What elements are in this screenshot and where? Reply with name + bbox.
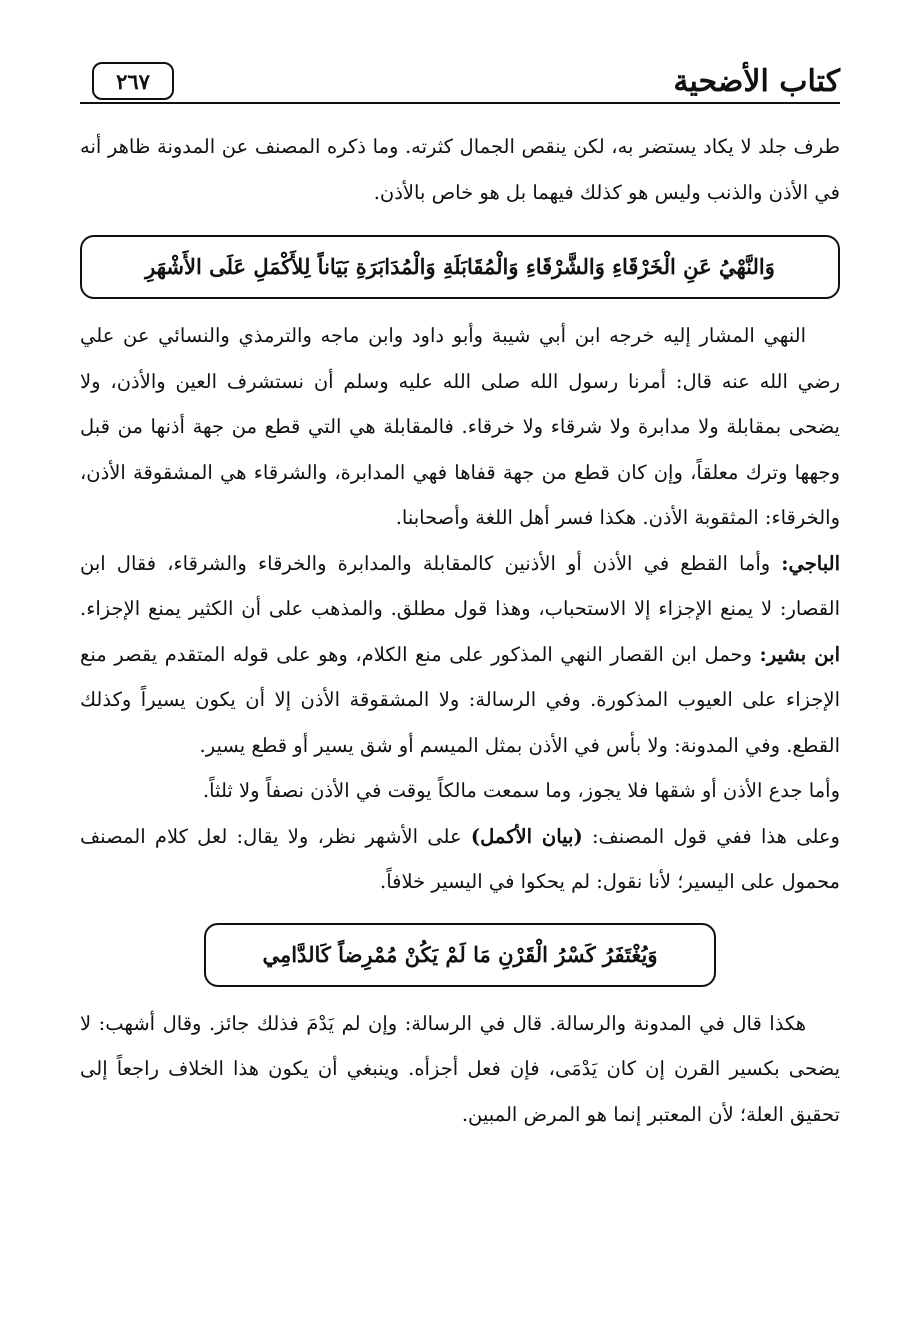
scholar-name-label: ابن بشير:	[759, 642, 840, 666]
commentary-paragraph: النهي المشار إليه خرجه ابن أبي شيبة وأبو داود وابن ماجه والترمذي والنسائي عن علي رضي الله عنه قال: أمرنا رسول الله صلى الله عليه وسلم أن نستشرف العين والأذن، ولا يضحى بمقابلة ولا مدابرة ولا شرقاء ولا خرقاء. فالمقابلة هي التي قطع من جهة أذنها من قبل وجهها وترك معلقاً، وإن كان قطع من جهة قفاها فهي المدابرة، والشرقاء هي المشقوقة الأذن، والخرقاء: المثقوبة الأذن. هكذا فسر أهل اللغة وأصحابنا.	[80, 324, 840, 529]
quoted-phrase: (بيان الأكمل)	[470, 824, 583, 848]
header-rule	[80, 102, 840, 104]
paragraph-text: وعلى هذا ففي قول المصنف:	[591, 824, 840, 848]
matn-textbox: وَالنَّهْيُ عَنِ الْخَرْقَاءِ وَالشَّرْقَاءِ وَالْمُقَابَلَةِ وَالْمُدَابَرَةِ بَيَاناً لِلأَكْمَلِ عَلَى الأَشْهَرِ	[80, 235, 840, 299]
page-body	[80, 124, 840, 1137]
paragraph-text: وحمل ابن القصار النهي المذكور على منع الكلام، وهو على قوله المتقدم يقصر منع الإجزاء على العيوب المذكورة. وفي الرسالة: ولا المشقوقة الأذن إلا أن يكون يسيراً وكذلك القطع. وفي المدونة: ولا بأس في الأذن بمثل الميسم أو شق يسير أو قطع يسير.	[80, 642, 840, 757]
scholar-name-label: الباجي:	[781, 551, 840, 575]
paragraph-text: على الأشهر نظر، ولا يقال: لعل كلام المصنف محمول على اليسير؛ لأنا نقول: لم يحكوا في اليسير خلافاً.	[80, 824, 840, 893]
commentary-paragraph	[80, 541, 840, 769]
commentary-paragraph: طرف جلد لا يكاد يستضر به، لكن ينقص الجمال كثرته. وما ذكره المصنف عن المدونة ظاهر أنه في الأذن والذنب وليس هو كذلك فيهما بل هو خاص بالأذن.	[80, 135, 840, 204]
commentary-paragraph	[80, 814, 840, 905]
commentary-paragraph: هكذا قال في المدونة والرسالة. قال في الرسالة: وإن لم يَدْمَ فذلك جائز. وقال أشهب: لا يضحى بكسير القرن إن كان يَدْمَى، فإن فعل أجزأه. وينبغي أن يكون هذا الخلاف راجعاً إلى تحقيق العلة؛ لأن المعتبر إنما هو المرض المبين.	[80, 1011, 840, 1126]
commentary-paragraph: وأما جدع الأذن أو شقها فلا يجوز، وما سمعت مالكاً يوقت في الأذن نصفاً ولا ثلثاً.	[202, 779, 840, 802]
paragraph-text: وأما القطع في الأذن أو الأذنين كالمقابلة والمدابرة والخرقاء والشرقاء، فقال ابن القصار: لا يمنع الإجزاء إلا الاستحباب، وهذا قول مطلق. والمذهب على أن الكثير يمنع الإجزاء.	[80, 551, 840, 620]
page-header	[80, 60, 840, 112]
page-number: ٢٦٧	[92, 62, 174, 100]
book-title: كتاب الأضحية	[673, 64, 840, 99]
matn-textbox: وَيُغْتَفَرُ كَسْرُ الْقَرْنِ مَا لَمْ يَكُنْ مُمْرِضاً كَالدَّامِي	[204, 923, 716, 987]
